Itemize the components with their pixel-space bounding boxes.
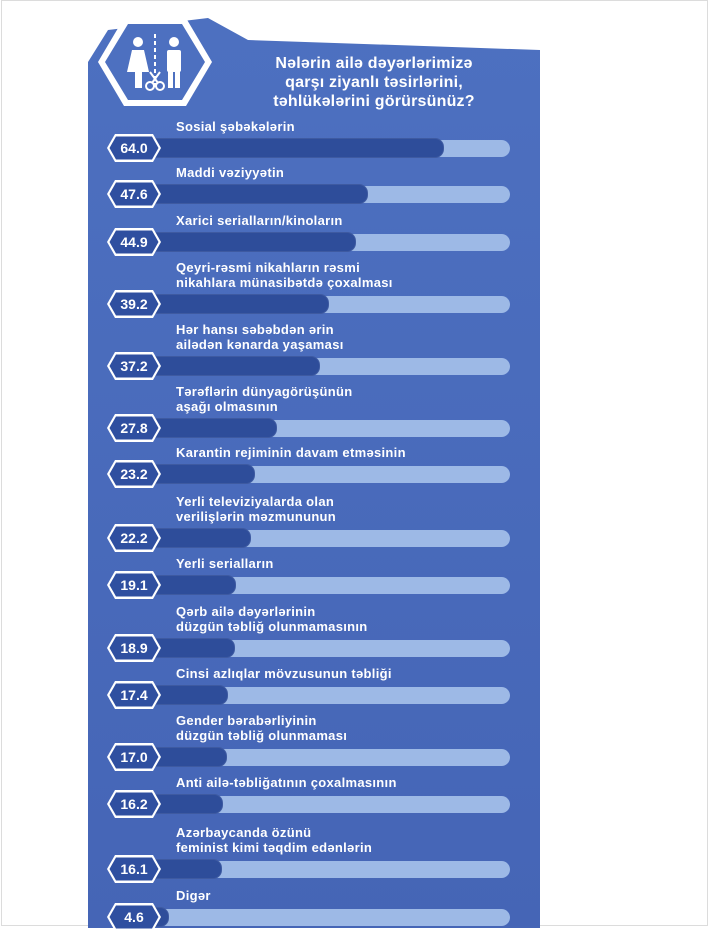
bar xyxy=(148,418,277,438)
logo-badge xyxy=(94,14,214,110)
value-label: 64.0 xyxy=(120,140,148,156)
value-label: 44.9 xyxy=(120,234,148,250)
bar xyxy=(148,184,368,204)
value-badge xyxy=(106,413,162,443)
value-label: 17.4 xyxy=(120,687,148,703)
value-label: 4.6 xyxy=(124,909,144,925)
bar xyxy=(148,528,251,548)
value-badge xyxy=(106,133,162,163)
value-badge xyxy=(106,633,162,663)
value-badge xyxy=(106,742,162,772)
chart-title: Nələrin ailə dəyərlərimizə qarşı ziyanlı təsirlərini, təhlükələrini görürsünüz? xyxy=(273,55,475,110)
bar-label: Sosial şəbəkələrin xyxy=(176,119,295,134)
value-badge xyxy=(106,680,162,710)
value-label: 22.2 xyxy=(120,530,148,546)
value-badge xyxy=(106,854,162,884)
bar xyxy=(148,232,356,252)
bar-label: Cinsi azlıqlar mövzusunun təbliği xyxy=(176,666,392,681)
bar-label: Hər hansı səbəbdən ərin ailədən kənarda yaşaması xyxy=(176,322,344,352)
bar-label: Yerli serialların xyxy=(176,556,274,571)
bar-label: Qərb ailə dəyərlərinin düzgün təbliğ olunmamasının xyxy=(176,604,368,634)
value-label: 23.2 xyxy=(120,466,148,482)
value-label: 47.6 xyxy=(120,186,148,202)
value-badge xyxy=(106,289,162,319)
bar-label: Xarici serialların/kinoların xyxy=(176,213,343,228)
bar xyxy=(148,464,255,484)
bar-label: Anti ailə-təbliğatının çoxalmasının xyxy=(176,775,397,790)
value-badge xyxy=(106,227,162,257)
bar-label: Digər xyxy=(176,888,211,903)
bar-label: Tərəflərin dünyagörüşünün aşağı olmasının xyxy=(176,384,353,414)
bar-label: Azərbaycanda özünü feminist kimi təqdim edənlərin xyxy=(176,825,373,855)
value-badge xyxy=(106,351,162,381)
value-label: 27.8 xyxy=(120,420,148,436)
value-badge xyxy=(106,523,162,553)
bar-label: Qeyri-rəsmi nikahların rəsmi nikahlara münasibətdə çoxalması xyxy=(176,260,393,290)
value-label: 39.2 xyxy=(120,296,148,312)
value-badge xyxy=(106,459,162,489)
value-label: 18.9 xyxy=(120,640,148,656)
value-badge xyxy=(106,179,162,209)
bar xyxy=(148,356,320,376)
value-label: 37.2 xyxy=(120,358,148,374)
value-badge xyxy=(106,570,162,600)
value-label: 17.0 xyxy=(120,749,148,765)
value-label: 16.1 xyxy=(120,861,148,877)
bar xyxy=(148,138,444,158)
bar-label: Maddi vəziyyətin xyxy=(176,165,285,180)
bar-label: Gender bərabərliyinin düzgün təbliğ olunmaması xyxy=(176,713,348,743)
chart-panel xyxy=(88,0,540,928)
bar-label: Yerli televiziyalarda olan verilişlərin məzmununun xyxy=(176,494,337,524)
value-label: 16.2 xyxy=(120,796,148,812)
bar xyxy=(148,294,329,314)
value-badge xyxy=(106,789,162,819)
bar-label: Karantin rejiminin davam etməsinin xyxy=(176,445,406,460)
bar-track xyxy=(148,909,510,926)
value-label: 19.1 xyxy=(120,577,148,593)
